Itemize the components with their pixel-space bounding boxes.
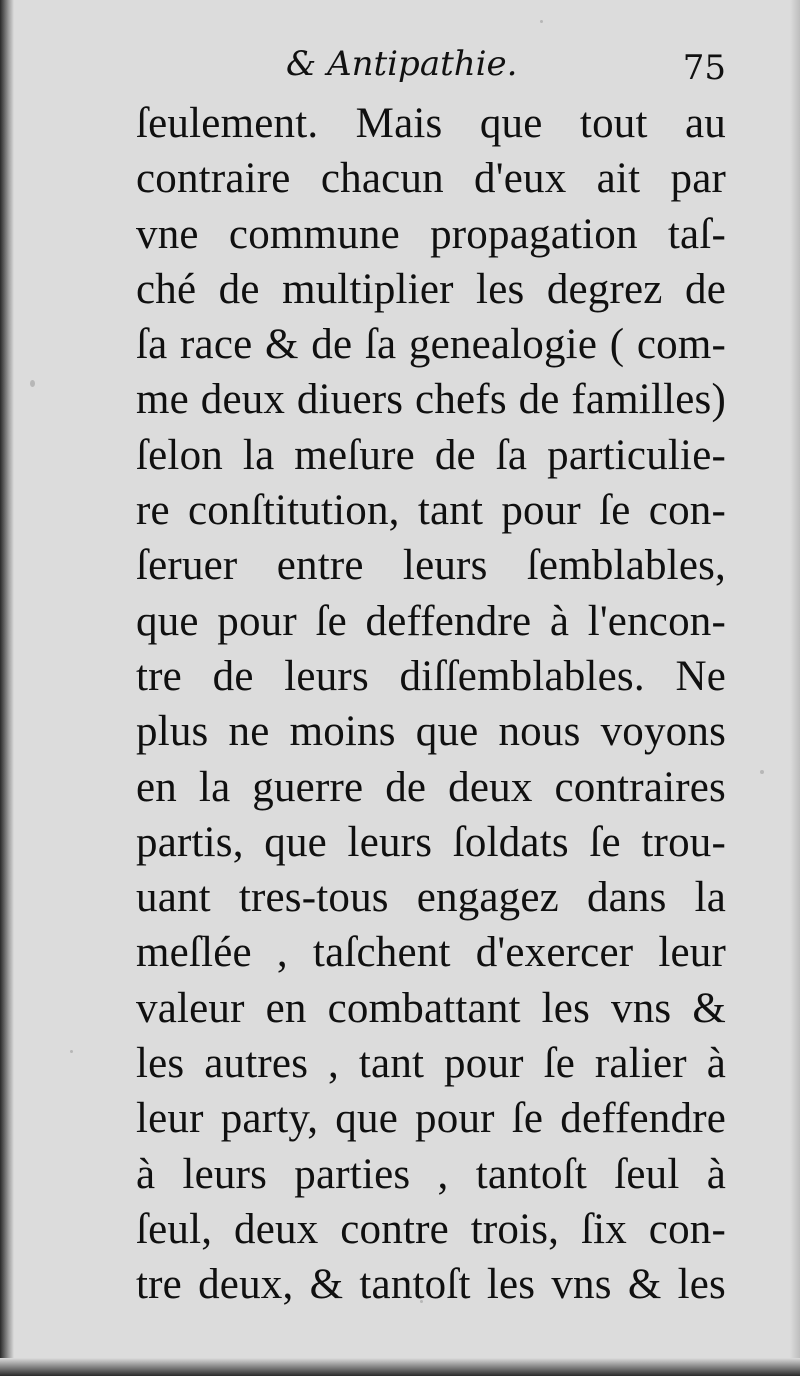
text-line: tre de leurs diſſemblables. Ne — [136, 652, 726, 700]
text-line: vne commune propagation taſ- — [136, 210, 726, 258]
text-line: ſeruer entre leurs ſemblables, — [136, 542, 726, 590]
text-line: à leurs parties , tantoſt ſeul à — [136, 1150, 726, 1198]
paper-speck — [70, 1050, 73, 1053]
text-line: en la guerre de deux contraires — [136, 763, 726, 811]
text-line: leur party, que pour ſe deffendre — [136, 1095, 726, 1143]
text-line: contraire chacun d'eux ait par — [136, 155, 726, 203]
paper-speck — [760, 770, 764, 774]
text-line: ché de multiplier les degrez de — [136, 265, 726, 313]
paper-speck — [30, 380, 35, 387]
page-edge-left — [0, 0, 14, 1376]
page-edge-bottom — [0, 1358, 800, 1376]
text-line: plus ne moins que nous voyons — [136, 708, 726, 756]
text-line: que pour ſe deffendre à l'encon- — [136, 597, 726, 645]
text-line: ſelon la meſure de ſa particulie- — [136, 431, 726, 479]
text-line: ſa race & de ſa genealogie ( com- — [136, 321, 726, 369]
text-line: tre deux, & tantoſt les vns & les — [136, 1261, 726, 1309]
running-head — [0, 44, 800, 94]
text-line: me deux diuers chefs de familles) — [136, 376, 726, 424]
paper-speck — [540, 20, 543, 23]
text-line: partis, que leurs ſoldats ſe trou- — [136, 818, 726, 866]
page-number: 75 — [682, 48, 726, 88]
body-text — [136, 96, 726, 1313]
text-line: meſlée , taſchent d'exercer leur — [136, 929, 726, 977]
running-head-title: & Antipathie. — [286, 44, 518, 84]
text-line: uant tres-tous engagez dans la — [136, 874, 726, 922]
text-line: re conſtitution, tant pour ſe con- — [136, 487, 726, 535]
page-edge-right — [790, 0, 800, 1376]
text-line: ſeul, deux contre trois, ſix con- — [136, 1205, 726, 1253]
text-line: les autres , tant pour ſe ralier à — [136, 1040, 726, 1088]
text-line: ſeulement. Mais que tout au — [136, 100, 726, 147]
text-line: valeur en combattant les vns & — [136, 984, 726, 1032]
